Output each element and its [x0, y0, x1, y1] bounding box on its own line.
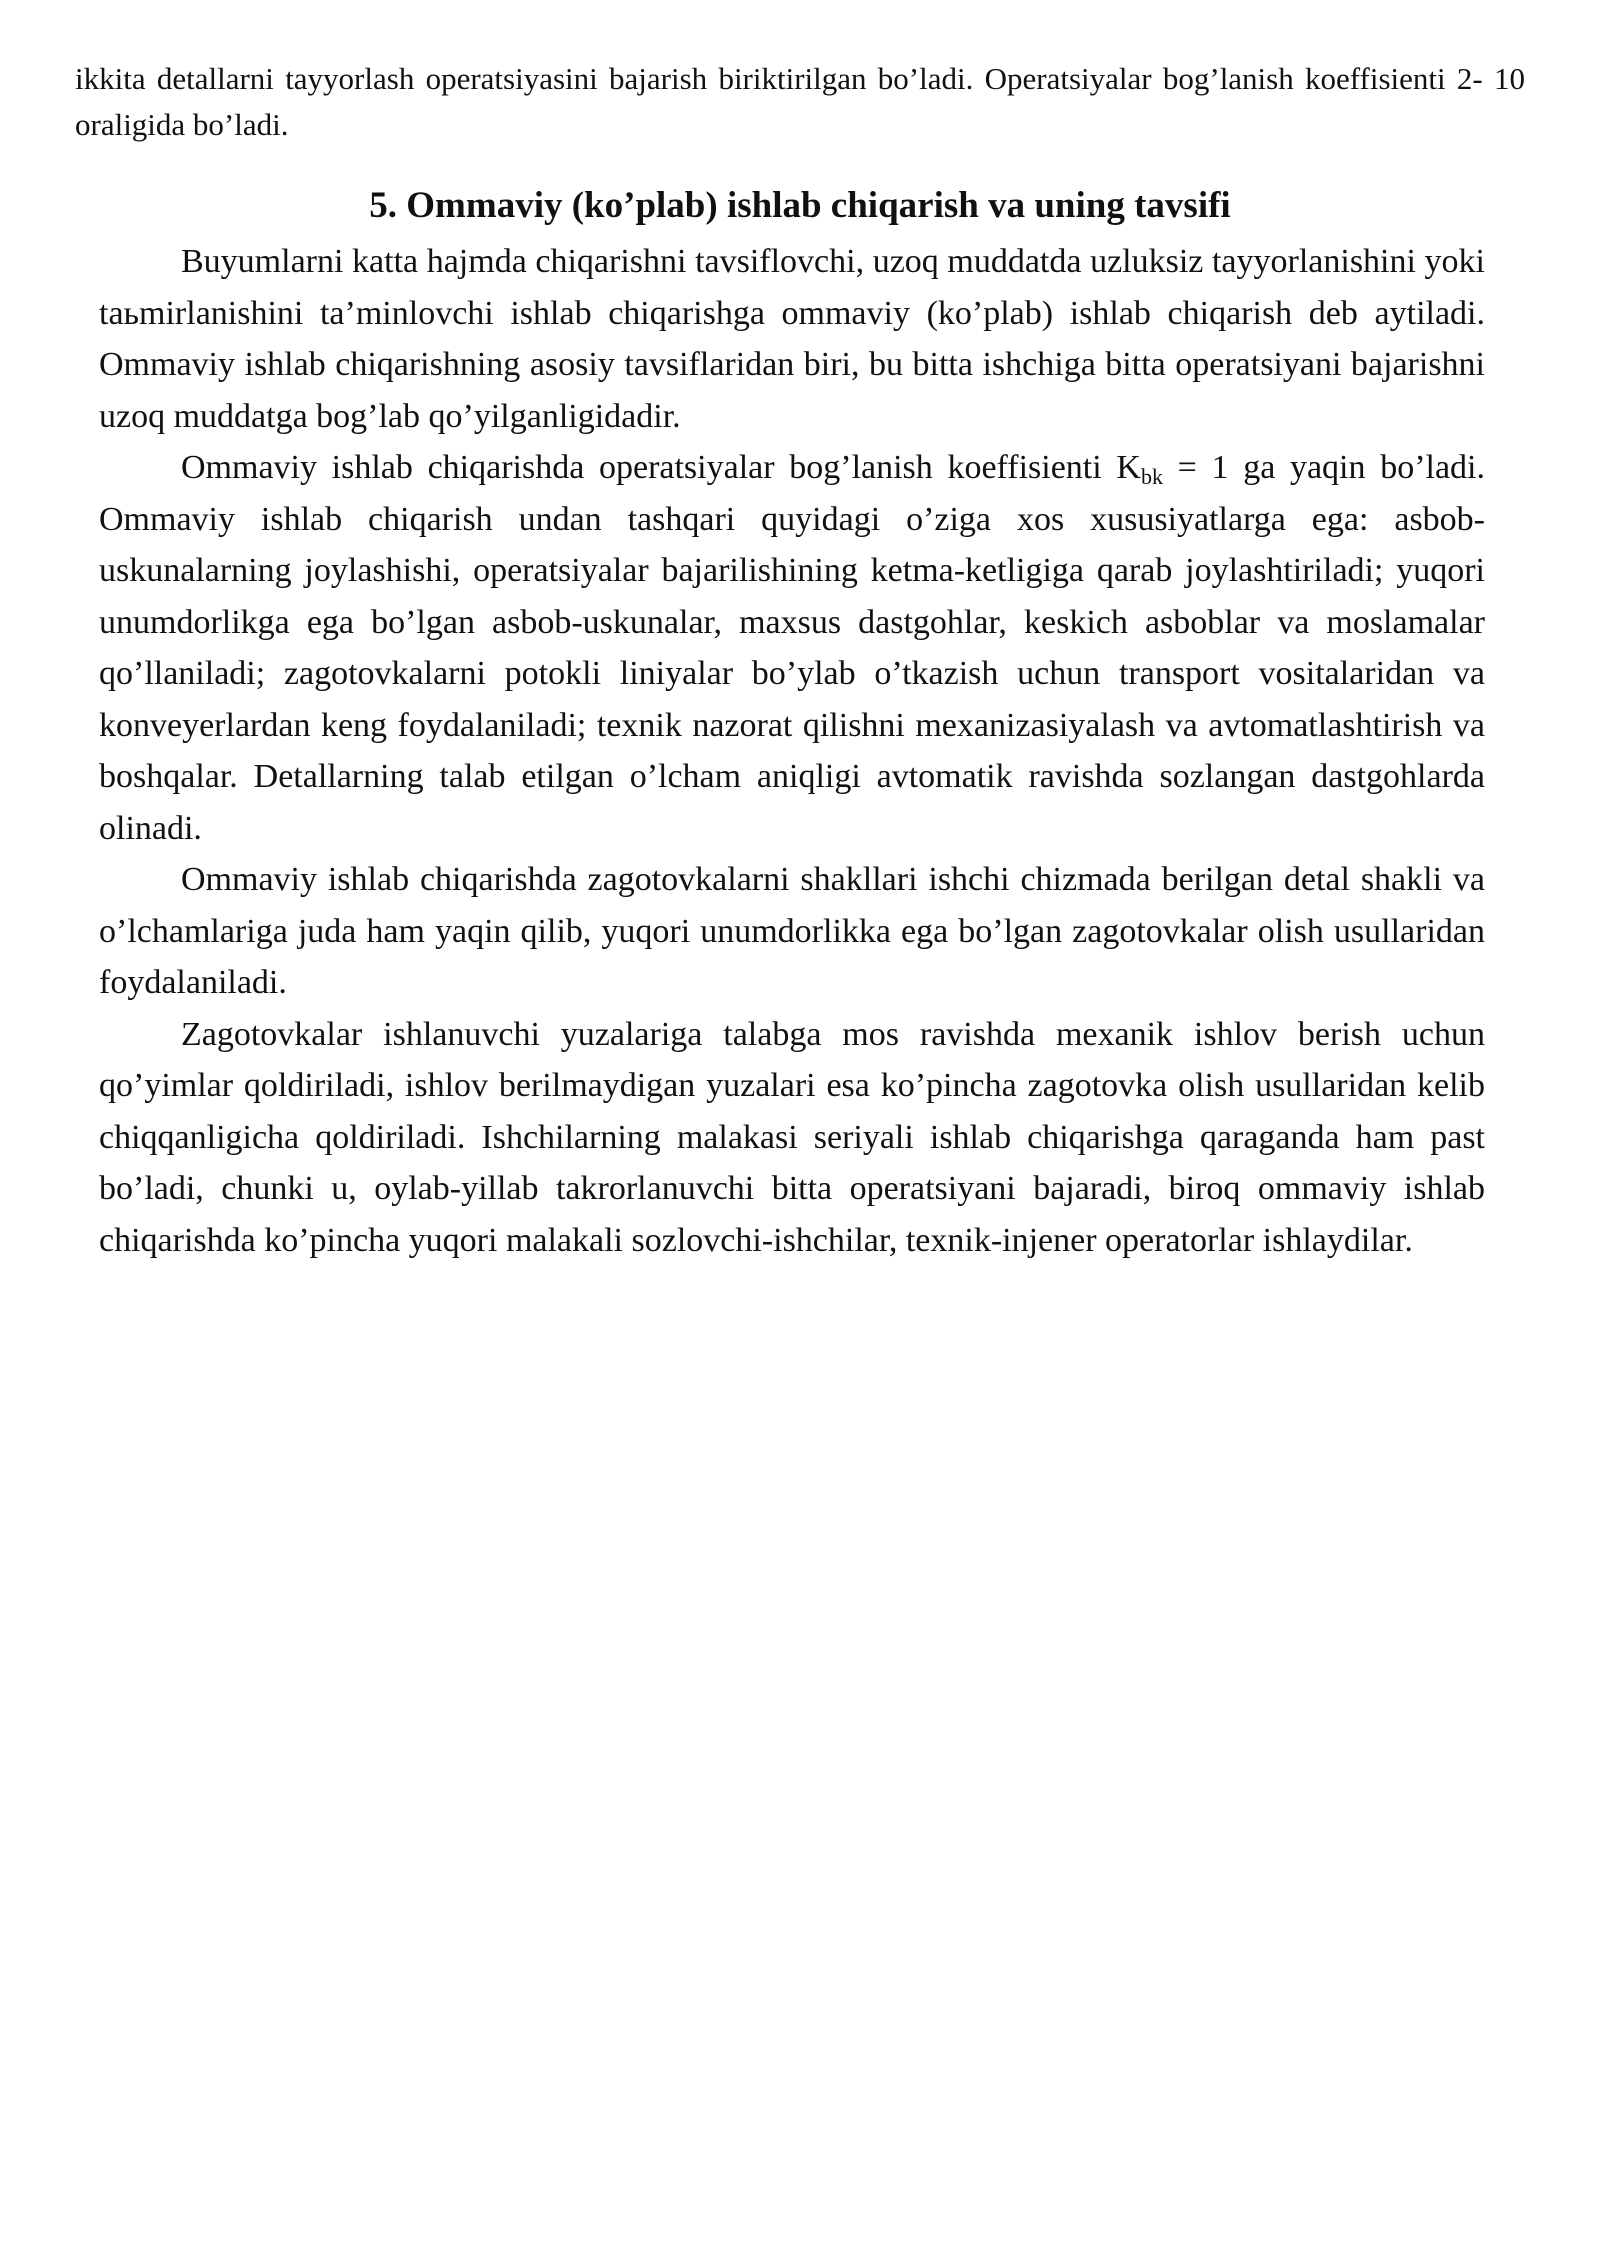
section-heading: 5. Ommaviy (ko’plab) ishlab chiqarish va uning tavsifi	[369, 185, 1231, 226]
paragraph-4: Zagotovkalar ishlanuvchi yuzalariga talabga mos ravishda mexanik ishlov berish uchun qo’yimlar qoldiriladi, ishlov berilmaydigan yuzalari esa ko’pincha zagotovka olish usullaridan kelib chiqqanligicha qoldiriladi. Ishchilarning malakasi seriyali ishlab chiqarishga qaraganda ham past bo’ladi, chunki u, oylab-yillab takrorlanuvchi bitta operatsiyani bajaradi, biroq ommaviy ishlab chiqarishda ko’pincha yuqori malakali sozlovchi-ishchilar, texnik-injener operatorlar ishlaydilar.	[99, 1015, 1485, 1259]
paragraph-1: Buyumlarni katta hajmda chiqarishni tavsiflovchi, uzoq muddatda uzluksiz tayyorlanishini yoki taьmirlanishini ta’minlovchi ishlab chiqarishga ommaviy (ko’plab) ishlab chiqarish deb aytiladi. Ommaviy ishlab chiqarishning asosiy tavsiflaridan biri, bu bitta ishchiga bitta operatsiyani bajarishni uzoq muddatga bog’lab qo’yilganligidadir.	[99, 243, 1485, 435]
intro-paragraph: ikkita detallarni tayyorlash operatsiyasini bajarish biriktirilgan bo’ladi. Operatsiyalar bog’lanish koeffisienti 2- 10 oraligida bo’ladi.	[75, 61, 1525, 142]
paragraph-2-start: Ommaviy ishlab chiqarishda operatsiyalar bog’lanish koeffisienti K	[181, 449, 1141, 486]
paragraph-2	[99, 442, 1485, 854]
coefficient-subscript: bk	[1140, 464, 1163, 489]
section-body	[99, 236, 1485, 1266]
paragraph-2-end: = 1 ga yaqin bo’ladi. Ommaviy ishlab chiqarish undan tashqari quyidagi o’ziga xos xususiyatlarga ega: asbob-uskunalarning joylashishi, operatsiyalar bajarilishining ketma-ketligiga qarab joylashtiriladi; yuqori unumdorlikga ega bo’lgan asbob-uskunalar, maxsus dastgohlar, keskich asboblar va moslamalar qo’llaniladi; zagotovkalarni potokli liniyalar bo’ylab o’tkazish uchun transport vositalaridan va konveyerlardan keng foydalaniladi; texnik nazorat qilishni mexanizasiyalash va avtomatlashtirish va boshqalar. Detallarning talab etilgan o’lcham aniqligi avtomatik ravishda sozlangan dastgohlarda olinadi.	[99, 449, 1485, 847]
paragraph-3: Ommaviy ishlab chiqarishda zagotovkalarni shakllari ishchi chizmada berilgan detal shakli va o’lchamlariga juda ham yaqin qilib, yuqori unumdorlikka ega bo’lgan zagotovkalar olish usullaridan foydalaniladi.	[99, 861, 1485, 1001]
